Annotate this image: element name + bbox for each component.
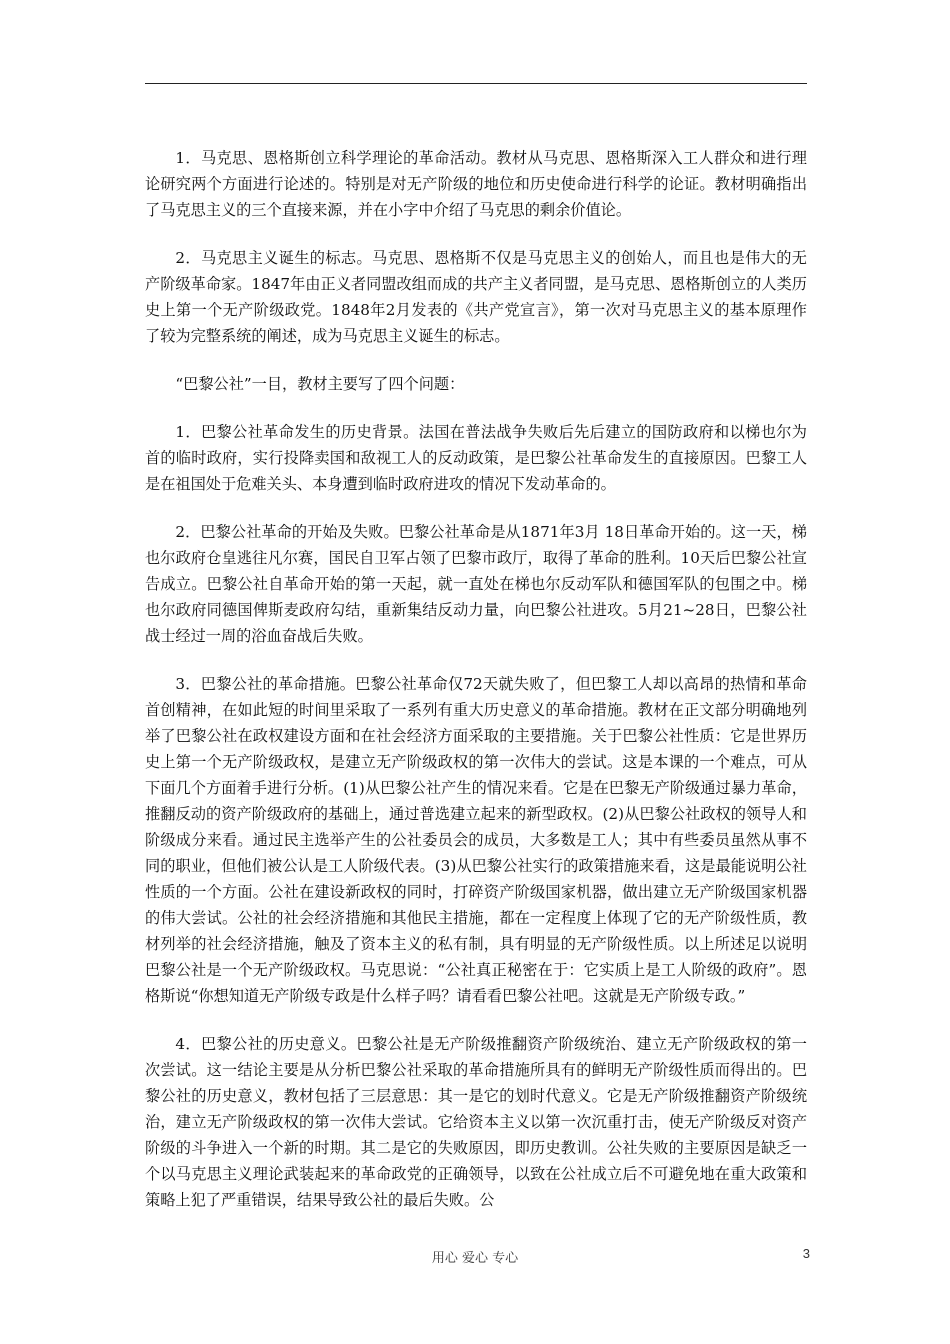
paragraph-commune-measures: 3．巴黎公社的革命措施。巴黎公社革命仅72天就失败了，但巴黎工人却以高昂的热情和革命首创精神，在如此短的时间里采取了一系列有重大历史意义的革命措施。教材在正文部分明确地列举了巴黎公社在政权建设方面和在社会经济方面采取的主要措施。关于巴黎公社性质：它是世界历史上第一个无产阶级政权，是建立无产阶级政权的第一次伟大的尝试。这是本课的一个难点，可从下面几个方面着手进行分析。(1)从巴黎公社产生的情况来看。它是在巴黎无产阶级通过暴力革命，推翻反动的资产阶级政府的基础上，通过普选建立起来的新型政权。(2)从巴黎公社政权的领导人和阶级成分来看。通过民主选举产生的公社委员会的成员，大多数是工人；其中有些委员虽然从事不同的职业，但他们被公认是工人阶级代表。(3)从巴黎公社实行的政策措施来看，这是最能说明公社性质的一个方面。公社在建设新政权的同时，打碎资产阶级国家机器，做出建立无产阶级国家机器的伟大尝试。公社的社会经济措施和其他民主措施，都在一定程度上体现了它的无产阶级性质，教材列举的社会经济措施，触及了资本主义的私有制，具有明显的无产阶级性质。以上所述足以说明巴黎公社是一个无产阶级政权。马克思说：“公社真正秘密在于：它实质上是工人阶级的政府”。恩格斯说“你想知道无产阶级专政是什么样子吗？请看看巴黎公社吧。这就是无产阶级专政。”: [145, 675, 807, 1005]
paragraph-commune-background: 1．巴黎公社革命发生的历史背景。法国在普法战争失败后先后建立的国防政府和以梯也尔为首的临时政府，实行投降卖国和敌视工人的反动政策，是巴黎公社革命发生的直接原因。巴黎工人是在祖国处于危难关头、本身遭到临时政府进攻的情况下发动革命的。: [145, 423, 807, 493]
paragraph-paris-commune-intro: “巴黎公社”一目，教材主要写了四个问题：: [175, 375, 465, 393]
document-body: [145, 145, 807, 1233]
paragraph-marxism-birth: 2．马克思主义诞生的标志。马克思、恩格斯不仅是马克思主义的创始人，而且也是伟大的无产阶级革命家。1847年由正义者同盟改组而成的共产主义者同盟，是马克思、恩格斯创立的人类历史上第一个无产阶级政党。1848年2月发表的《共产党宣言》，第一次对马克思主义的基本原理作了较为完整系统的阐述，成为马克思主义诞生的标志。: [145, 249, 807, 345]
footer-motto: 用心 爱心 专心: [431, 1251, 519, 1266]
page-number: 3: [802, 1246, 810, 1261]
header-rule: [145, 83, 807, 84]
paragraph-commune-significance: 4．巴黎公社的历史意义。巴黎公社是无产阶级推翻资产阶级统治、建立无产阶级政权的第一次尝试。这一结论主要是从分析巴黎公社采取的革命措施所具有的鲜明无产阶级性质而得出的。巴黎公社的历史意义，教材包括了三层意思：其一是它的划时代意义。它是无产阶级推翻资产阶级统治，建立无产阶级政权的第一次伟大尝试。它给资本主义以第一次沉重打击，使无产阶级反对资产阶级的斗争进入一个新的时期。其二是它的失败原因，即历史教训。公社失败的主要原因是缺乏一个以马克思主义理论武装起来的革命政党的正确领导，以致在公社成立后不可避免地在重大政策和策略上犯了严重错误，结果导致公社的最后失败。公: [145, 1035, 807, 1209]
paragraph-commune-start-and-defeat: 2．巴黎公社革命的开始及失败。巴黎公社革命是从1871年3月 18日革命开始的。这一天，梯也尔政府仓皇逃往凡尔赛，国民自卫军占领了巴黎市政厅，取得了革命的胜利。10天后巴黎公社宣告成立。巴黎公社自革命开始的第一天起，就一直处在梯也尔反动军队和德国军队的包围之中。梯也尔政府同德国俾斯麦政府勾结，重新集结反动力量，向巴黎公社进攻。5月21~28日，巴黎公社战士经过一周的浴血奋战后失败。: [145, 523, 807, 645]
paragraph-marx-engels-activities: 1．马克思、恩格斯创立科学理论的革命活动。教材从马克思、恩格斯深入工人群众和进行理论研究两个方面进行论述的。特别是对无产阶级的地位和历史使命进行科学的论证。教材明确指出了马克思主义的三个直接来源，并在小字中介绍了马克思的剩余价值论。: [145, 149, 807, 219]
